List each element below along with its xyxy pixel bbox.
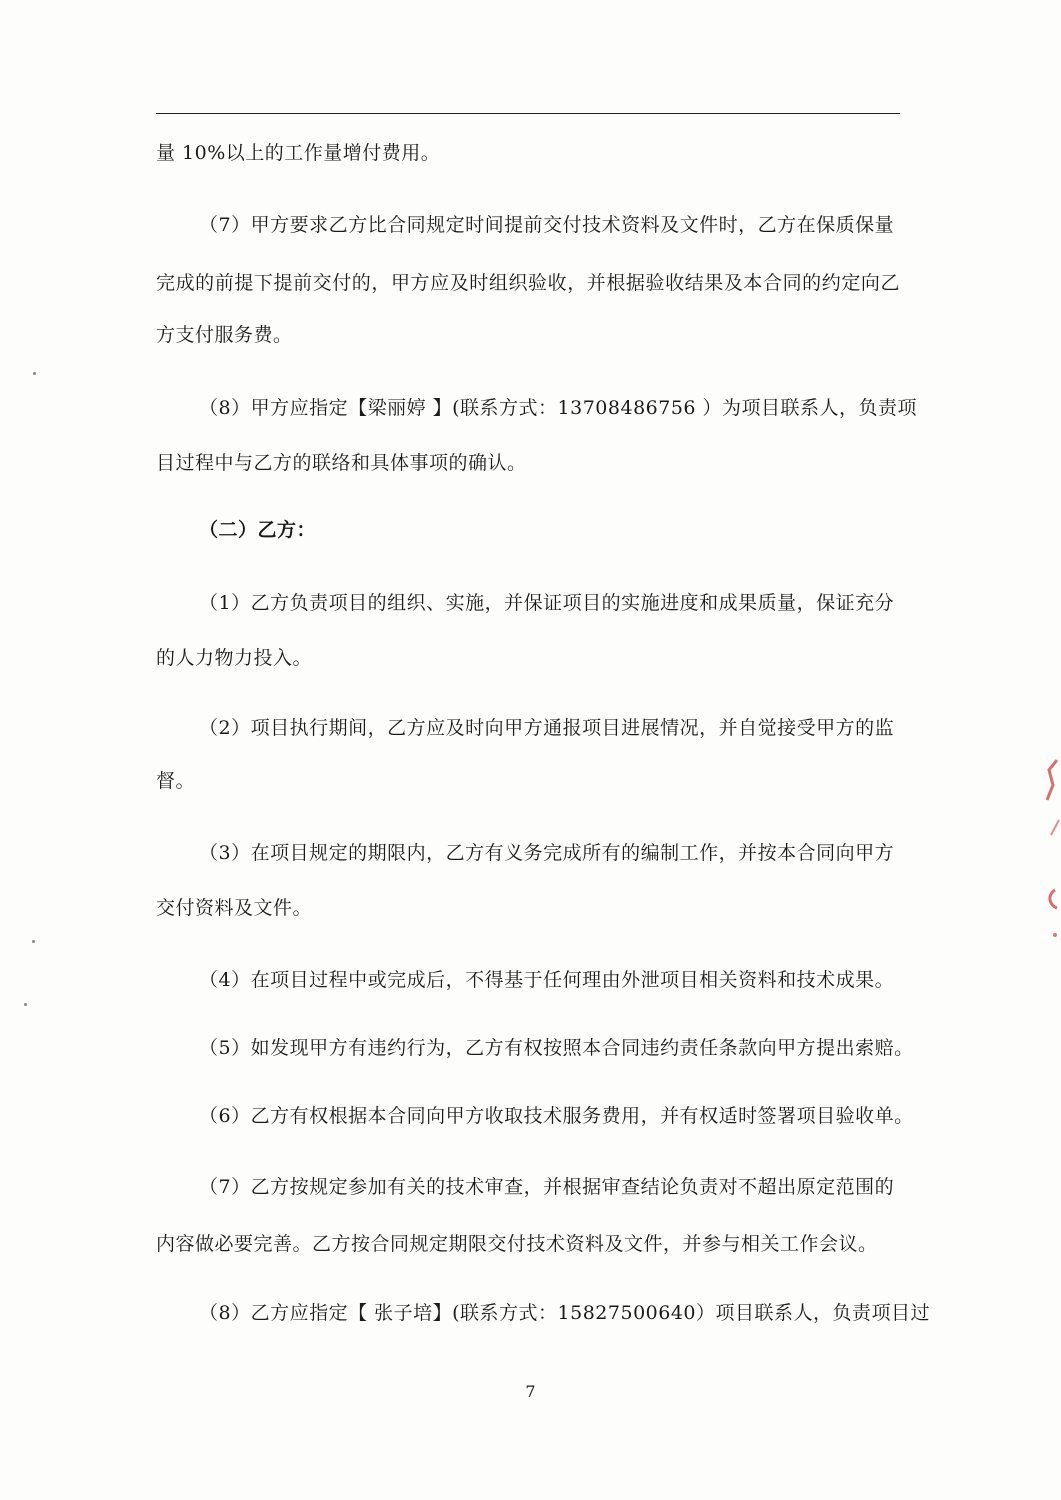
- text-line-12: （3）在项目规定的期限内，乙方有义务完成所有的编制工作，并按本合同向甲方: [199, 842, 895, 864]
- header-rule: [156, 113, 900, 114]
- text-line-17: （7）乙方按规定参加有关的技术审查，并根据审查结论负责对不超出原定范围的: [199, 1176, 895, 1198]
- text-line-16: （6）乙方有权根据本合同向甲方收取技术服务费用，并有权适时签署项目验收单。: [199, 1105, 914, 1127]
- text-line-10: （2）项目执行期间，乙方应及时向甲方通报项目进展情况，并自觉接受甲方的监: [199, 717, 895, 739]
- text-line-2: （7）甲方要求乙方比合同规定时间提前交付技术资料及文件时，乙方在保质保量: [199, 214, 895, 236]
- text-line-1: 量 10%以上的工作量增付费用。: [156, 142, 441, 164]
- text-line-3: 完成的前提下提前交付的，甲方应及时组织验收，并根据验收结果及本合同的约定向乙: [156, 272, 900, 294]
- text-line-4: 方支付服务费。: [156, 324, 293, 346]
- text-line-5: （8）甲方应指定【梁丽婷 】(联系方式：13708486756 ）为项目联系人，负责项: [199, 397, 918, 419]
- text-line-14: （4）在项目过程中或完成后，不得基于任何理由外泄项目相关资料和技术成果。: [199, 969, 895, 991]
- section-heading-party-b: （二）乙方：: [199, 519, 317, 541]
- text-line-18: 内容做必要完善。乙方按合同规定期限交付技术资料及文件，并参与相关工作会议。: [156, 1233, 878, 1255]
- text-line-6: 目过程中与乙方的联络和具体事项的确认。: [156, 452, 527, 474]
- scan-speck: [32, 940, 35, 943]
- text-line-15: （5）如发现甲方有违约行为，乙方有权按照本合同违约责任条款向甲方提出索赔。: [199, 1037, 914, 1059]
- text-line-8: （1）乙方负责项目的组织、实施，并保证项目的实施进度和成果质量，保证充分: [199, 592, 895, 614]
- scan-speck: [24, 1003, 27, 1006]
- partial-seal-stamp: [1039, 740, 1061, 950]
- text-line-9: 的人力物力投入。: [156, 647, 313, 669]
- text-line-19: （8）乙方应指定【 张子培】(联系方式：15827500640）项目联系人，负责项目过: [199, 1302, 931, 1324]
- text-line-11: 督。: [156, 770, 196, 792]
- scan-speck: [33, 372, 36, 375]
- text-line-13: 交付资料及文件。: [156, 897, 313, 919]
- page-number: 7: [525, 1382, 536, 1401]
